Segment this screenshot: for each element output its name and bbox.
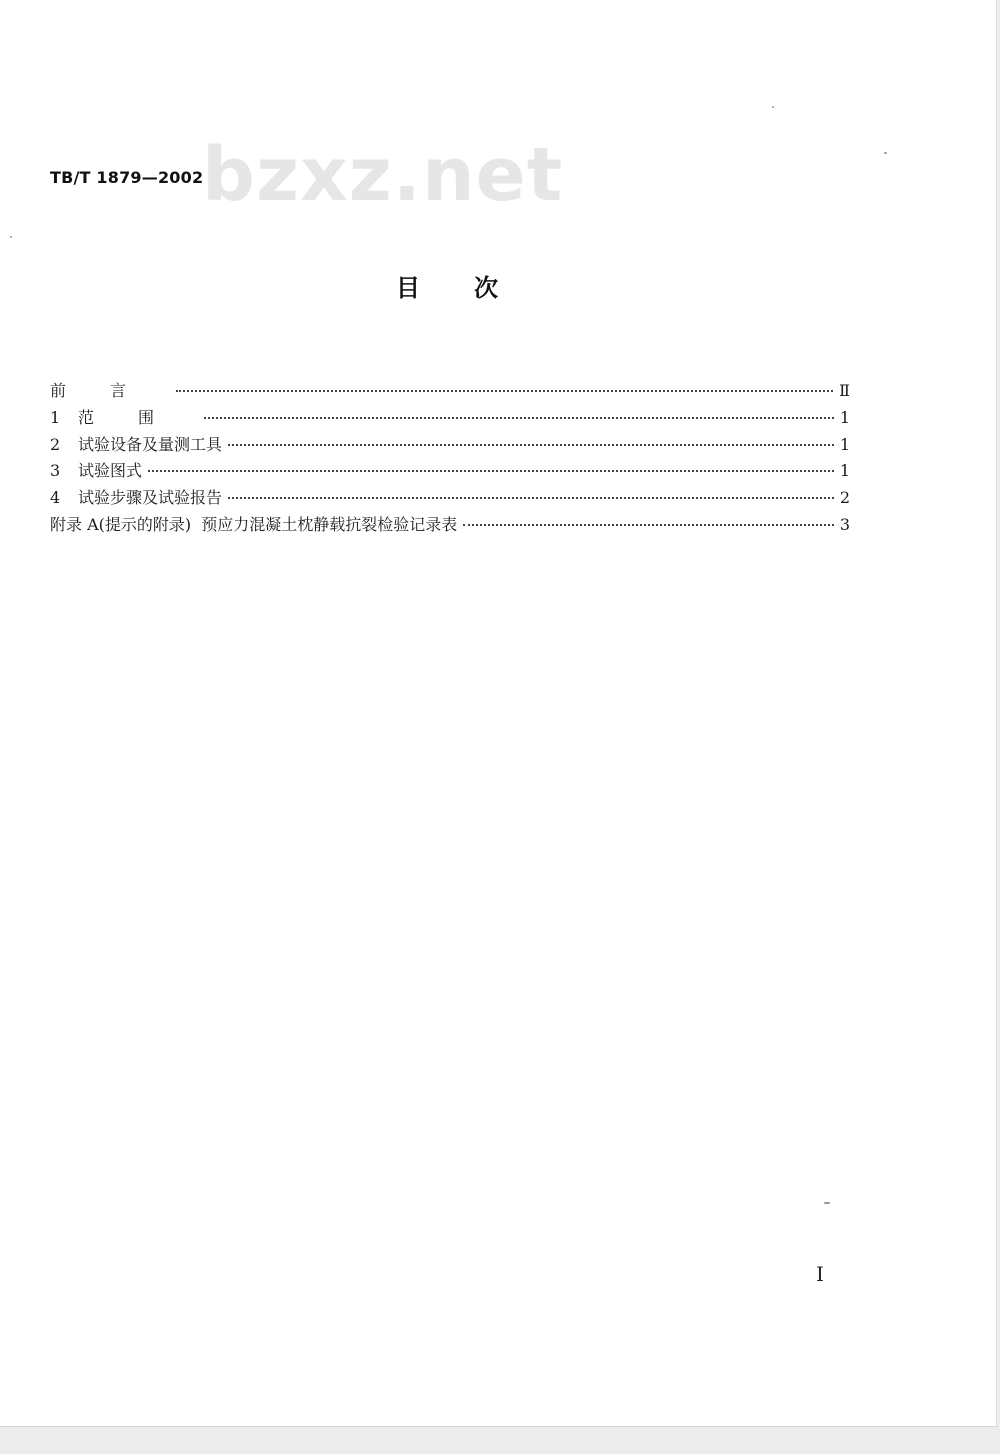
toc-entry-label: 范围 <box>78 407 199 427</box>
toc-entry-page: 1 <box>839 434 850 454</box>
toc-entry-scope[interactable] <box>50 405 850 432</box>
toc-entry-equipment[interactable] <box>50 432 850 459</box>
toc-entry-page: Ⅱ <box>839 381 850 400</box>
watermark: bzxz.net <box>202 132 564 218</box>
dot-leader <box>463 524 834 526</box>
table-of-contents <box>50 378 850 539</box>
scan-speck <box>824 1202 830 1204</box>
toc-entry-appendix-a[interactable] <box>50 512 850 539</box>
page-number: I <box>816 1262 824 1286</box>
toc-entry-label: 试验图式 <box>78 461 143 481</box>
page-title: 目次 <box>396 274 552 302</box>
toc-entry-procedure[interactable] <box>50 485 850 512</box>
toc-entry-label: 试验步骤及试验报告 <box>78 488 223 508</box>
toc-entry-page: 1 <box>839 461 850 481</box>
dot-leader <box>228 497 834 499</box>
toc-entry-label: 附录 A(提示的附录) 预应力混凝土枕静载抗裂检验记录表 <box>50 514 458 534</box>
toc-entry-number: 3 <box>50 461 61 481</box>
scan-speck <box>772 106 774 108</box>
toc-entry-number: 4 <box>50 488 61 508</box>
toc-entry-label: 试验设备及量测工具 <box>78 434 223 454</box>
toc-entry-page: 2 <box>839 488 850 508</box>
toc-entry-number: 2 <box>50 434 61 454</box>
toc-entry-page: 3 <box>839 514 850 534</box>
scan-speck <box>884 152 887 154</box>
scan-speck <box>10 236 12 238</box>
toc-entry-diagram[interactable] <box>50 458 850 485</box>
dot-leader <box>204 417 834 419</box>
toc-entry-label: 前言 <box>50 381 171 400</box>
toc-entry-number: 1 <box>50 407 61 427</box>
dot-leader <box>228 444 834 446</box>
toc-entry-page: 1 <box>839 407 850 427</box>
dot-leader <box>148 470 834 472</box>
toc-entry-foreword[interactable] <box>50 378 850 405</box>
dot-leader <box>176 390 833 392</box>
standard-code: TB/T 1879—2002 <box>50 168 204 187</box>
